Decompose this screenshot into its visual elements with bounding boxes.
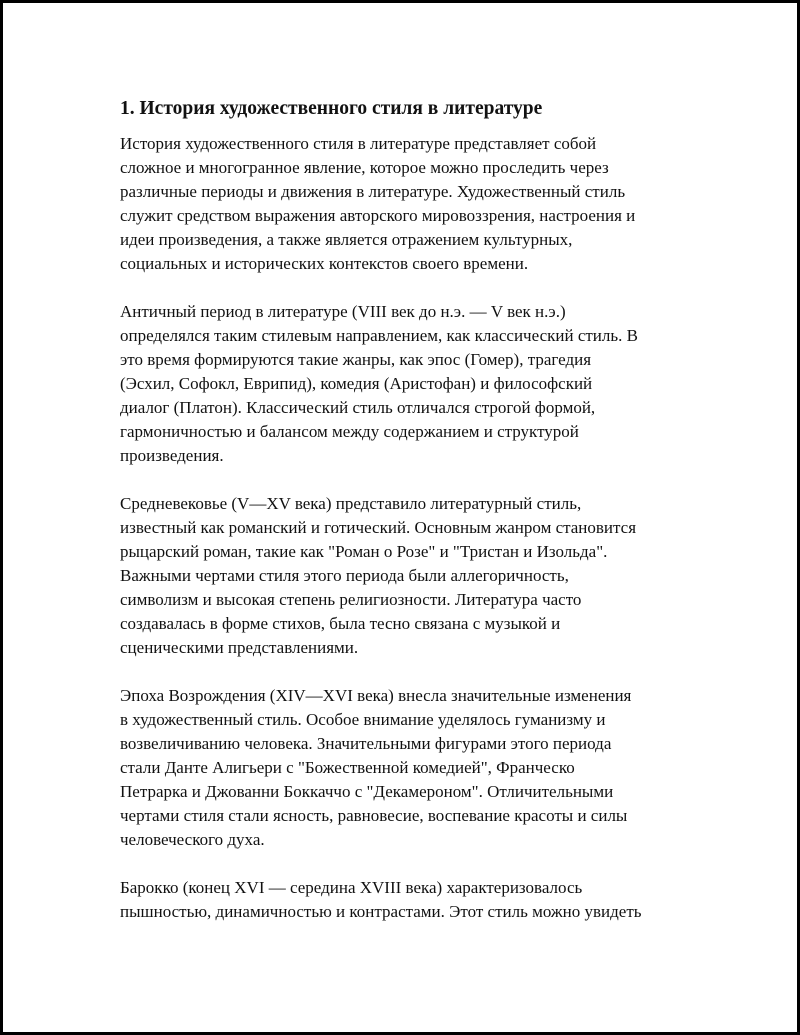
- text-line: пышностью, динамичностью и контрастами. Этот стиль можно увидеть: [120, 902, 642, 921]
- text-line: (Эсхил, Софокл, Еврипид), комедия (Аристофан) и философский: [120, 374, 593, 393]
- text-line: Барокко (конец XVI — середина XVIII века) характеризовалось: [120, 878, 583, 897]
- text-line: Античный период в литературе (VIII век до н.э. — V век н.э.): [120, 302, 566, 321]
- text-line: диалог (Платон). Классический стиль отличался строгой формой,: [120, 398, 596, 417]
- text-line: Петрарка и Джованни Боккаччо с "Декамероном". Отличительными: [120, 782, 614, 801]
- text-line: известный как романский и готический. Основным жанром становится: [120, 518, 637, 537]
- text-line: в художественный стиль. Особое внимание уделялось гуманизму и: [120, 710, 606, 729]
- text-line: создавалась в форме стихов, была тесно связана с музыкой и: [120, 614, 561, 633]
- paragraph-antiquity: [120, 300, 700, 468]
- text-line: История художественного стиля в литературе представляет собой: [120, 134, 597, 153]
- text-line: сценическими представлениями.: [120, 638, 359, 657]
- text-line: социальных и исторических контекстов своего времени.: [120, 254, 529, 273]
- text-line: человеческого духа.: [120, 830, 265, 849]
- paragraph-middle-ages: [120, 492, 700, 660]
- paragraph-baroque: [120, 876, 700, 924]
- text-line: идеи произведения, а также является отражением культурных,: [120, 230, 573, 249]
- section-heading: 1. История художественного стиля в литературе: [120, 98, 543, 119]
- paragraph-renaissance: [120, 684, 700, 852]
- document-body: [120, 96, 700, 948]
- text-line: стали Данте Алигьери с "Божественной комедией", Франческо: [120, 758, 575, 777]
- text-line: символизм и высокая степень религиозности. Литература часто: [120, 590, 582, 609]
- text-line: сложное и многогранное явление, которое можно проследить через: [120, 158, 609, 177]
- text-line: Эпоха Возрождения (XIV—XVI века) внесла значительные изменения: [120, 686, 632, 705]
- text-line: это время формируются такие жанры, как эпос (Гомер), трагедия: [120, 350, 592, 369]
- text-line: различные периоды и движения в литературе. Художественный стиль: [120, 182, 626, 201]
- text-line: определялся таким стилевым направлением, как классический стиль. В: [120, 326, 638, 345]
- paragraph-intro: [120, 132, 700, 276]
- text-line: рыцарский роман, такие как "Роман о Розе" и "Тристан и Изольда".: [120, 542, 608, 561]
- text-line: Средневековье (V—XV века) представило литературный стиль,: [120, 494, 582, 513]
- text-line: Важными чертами стиля этого периода были аллегоричность,: [120, 566, 569, 585]
- text-line: произведения.: [120, 446, 224, 465]
- text-line: возвеличиванию человека. Значительными фигурами этого периода: [120, 734, 612, 753]
- text-line: служит средством выражения авторского мировоззрения, настроения и: [120, 206, 636, 225]
- text-line: гармоничностью и балансом между содержанием и структурой: [120, 422, 579, 441]
- text-line: чертами стиля стали ясность, равновесие, воспевание красоты и силы: [120, 806, 628, 825]
